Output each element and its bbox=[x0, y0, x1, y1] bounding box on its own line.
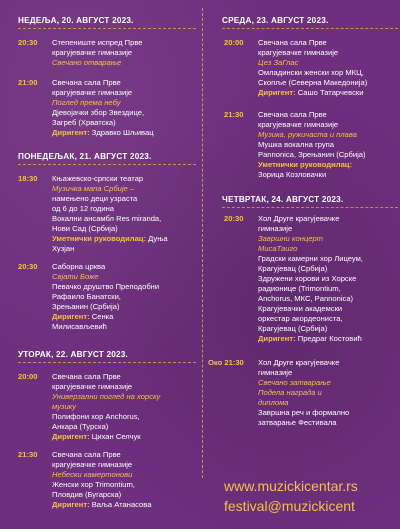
program-title: МисаТаиго bbox=[258, 244, 298, 253]
role-value: Хузјан bbox=[52, 244, 75, 253]
program-title: Подела награда и bbox=[258, 388, 322, 397]
event bbox=[18, 78, 198, 138]
venue-line: Књажевско-српски театар bbox=[52, 174, 144, 183]
performer-line: Pannonica, Зрењанин (Србија) bbox=[258, 150, 366, 159]
day-heading: СРЕДА, 23. АВГУСТ 2023. bbox=[222, 16, 329, 25]
program-title: музику bbox=[52, 402, 77, 411]
venue-line: Хол Друге крагујевачке bbox=[258, 358, 340, 367]
event bbox=[224, 38, 400, 98]
role-value: Предраг Костовић bbox=[297, 334, 362, 343]
performer-line: Крагујевачки академски bbox=[258, 304, 343, 313]
role-label: Диригент: bbox=[258, 88, 296, 97]
performer-line: оркестар акордеониста, bbox=[258, 314, 343, 323]
performer-line: Женски хор Trimontium, bbox=[52, 480, 135, 489]
note-line: затварање Фестивала bbox=[258, 418, 337, 427]
event bbox=[224, 110, 400, 180]
performer-line: Мушка вокална група bbox=[258, 140, 335, 149]
column-divider bbox=[202, 8, 204, 478]
role-label: Диригент: bbox=[52, 128, 90, 137]
program-title: диплома bbox=[258, 398, 289, 407]
venue-line: Свечана сала Прве bbox=[52, 372, 121, 381]
program-title: Свјати Боже bbox=[52, 272, 99, 281]
role-value: Зорица Козловачки bbox=[258, 170, 327, 179]
venue-line: Свечана сала Прве bbox=[258, 110, 327, 119]
performer-line: Рафаило Банатски, bbox=[52, 292, 121, 301]
event bbox=[18, 174, 198, 254]
venue-line: крагујевачке гимназије bbox=[52, 460, 133, 469]
performer-line: Нови Сад (Србија) bbox=[52, 224, 118, 233]
performer-line: Градски камерни хор Лицеум, bbox=[258, 254, 363, 263]
venue-line: Свечана сала Прве bbox=[258, 38, 327, 47]
role-label: Диригент: bbox=[52, 432, 90, 441]
role-value: Сашо Татарчевски bbox=[297, 88, 364, 97]
event bbox=[18, 262, 198, 332]
note-line: од 6 до 12 година bbox=[52, 204, 114, 213]
performer-line: Певачко друштво Преподобни bbox=[52, 282, 160, 291]
performer-line: Здружени хорови из Хорске bbox=[258, 274, 357, 283]
website-link[interactable]: www.muzickicentar.rs bbox=[224, 478, 358, 494]
venue-line: гимназије bbox=[258, 224, 293, 233]
performer-line: Омладински женски хор МКЦ, bbox=[258, 68, 364, 77]
venue-line: крагујевачке гимназије bbox=[258, 48, 339, 57]
day-underline bbox=[18, 164, 196, 166]
event bbox=[18, 450, 198, 510]
role-value: Здравко Шљивац bbox=[91, 128, 154, 137]
event-time: 20:30 bbox=[224, 214, 244, 223]
event-time: 21:30 bbox=[224, 110, 244, 119]
note-line: намењено деци узраста bbox=[52, 194, 138, 203]
performer-line: радионице (Trimontium, bbox=[258, 284, 341, 293]
role-label: Диригент: bbox=[258, 334, 296, 343]
venue-line: крагујевачке гимназије bbox=[52, 382, 133, 391]
event-time: Око 21:30 bbox=[208, 358, 244, 367]
program-title: Небески камертонови bbox=[52, 470, 133, 479]
performer-line: Анкара (Турска) bbox=[52, 422, 109, 431]
venue-line: Степениште испред Прве bbox=[52, 38, 143, 47]
venue-line: крагујевачке гимназије bbox=[52, 88, 133, 97]
day-underline bbox=[18, 28, 196, 30]
event-time: 20:00 bbox=[18, 372, 38, 381]
role-value: Дуња bbox=[148, 234, 168, 243]
role-label: Диригент: bbox=[52, 500, 90, 509]
performer-line: Крагујевац (Србија) bbox=[258, 324, 328, 333]
event-time: 21:00 bbox=[18, 78, 38, 87]
venue-line: гимназије bbox=[258, 368, 293, 377]
event bbox=[224, 214, 400, 344]
performer-line: Зрењанин (Србија) bbox=[52, 302, 120, 311]
day-underline bbox=[18, 362, 196, 364]
program-title: Музичка мапа Србије – bbox=[52, 184, 135, 193]
performer-line: Скопље (Северна Македонија) bbox=[258, 78, 368, 87]
event bbox=[18, 38, 198, 68]
role-value: Цихан Селчук bbox=[91, 432, 141, 441]
event bbox=[18, 372, 198, 442]
role-label: Уметнички руководилац: bbox=[52, 234, 146, 243]
day-heading: НЕДЕЉА, 20. АВГУСТ 2023. bbox=[18, 16, 134, 25]
venue-line: Саборна црква bbox=[52, 262, 106, 271]
role-label: Уметнички руководилац: bbox=[258, 160, 352, 169]
event-time: 20:30 bbox=[18, 38, 38, 47]
day-heading: ПОНЕДЕЉАК, 21. АВГУСТ 2023. bbox=[18, 152, 152, 161]
event bbox=[208, 358, 400, 428]
program-title: Музика, ружичаста и плава bbox=[258, 130, 357, 139]
program-title: Свечано затварање bbox=[258, 378, 331, 387]
event-time: 20:00 bbox=[224, 38, 244, 47]
role-value: Сенка bbox=[91, 312, 114, 321]
performer-line: Anchorus, МКС, Pannonica) bbox=[258, 294, 354, 303]
performer-line: Крагујевац (Србија) bbox=[258, 264, 328, 273]
role-value: Ваља Атанасова bbox=[91, 500, 152, 509]
performer-line: Загреб (Хрватска) bbox=[52, 118, 116, 127]
program-title: Универзални поглед на хорску bbox=[52, 392, 161, 401]
role-value: Милисављевић bbox=[52, 322, 107, 331]
venue-line: Свечана сала Прве bbox=[52, 78, 121, 87]
program-title: Цез ЗаГлас bbox=[258, 58, 299, 67]
performer-line: Пловдив (Бугарска) bbox=[52, 490, 122, 499]
day-underline bbox=[222, 207, 398, 209]
venue-line: крагујевачке гимназије bbox=[258, 120, 339, 129]
day-heading: ЧЕТВРТАК, 24. АВГУСТ 2023. bbox=[222, 195, 344, 204]
program-title: Свечано отварање bbox=[52, 58, 122, 67]
program-title: Поглед према небу bbox=[52, 98, 121, 107]
event-time: 21:30 bbox=[18, 450, 38, 459]
event-time: 20:30 bbox=[18, 262, 38, 271]
performer-line: Вокални ансамбл Res miranda, bbox=[52, 214, 162, 223]
venue-line: Хол Друге крагујевачке bbox=[258, 214, 340, 223]
event-time: 18:30 bbox=[18, 174, 38, 183]
program-title: Завршни концерт bbox=[258, 234, 323, 243]
performer-line: Полифони хор Anchorus, bbox=[52, 412, 140, 421]
role-label: Диригент: bbox=[52, 312, 90, 321]
day-heading: УТОРАК, 22. АВГУСТ 2023. bbox=[18, 350, 128, 359]
day-underline bbox=[222, 28, 398, 30]
venue-line: Свечана сала Прве bbox=[52, 450, 121, 459]
email-link[interactable]: festival@muzickicent bbox=[224, 498, 355, 514]
note-line: Завршна реч и формално bbox=[258, 408, 350, 417]
venue-line: крагујевачке гимназије bbox=[52, 48, 133, 57]
performer-line: Дјевојачки збор Звездице, bbox=[52, 108, 145, 117]
